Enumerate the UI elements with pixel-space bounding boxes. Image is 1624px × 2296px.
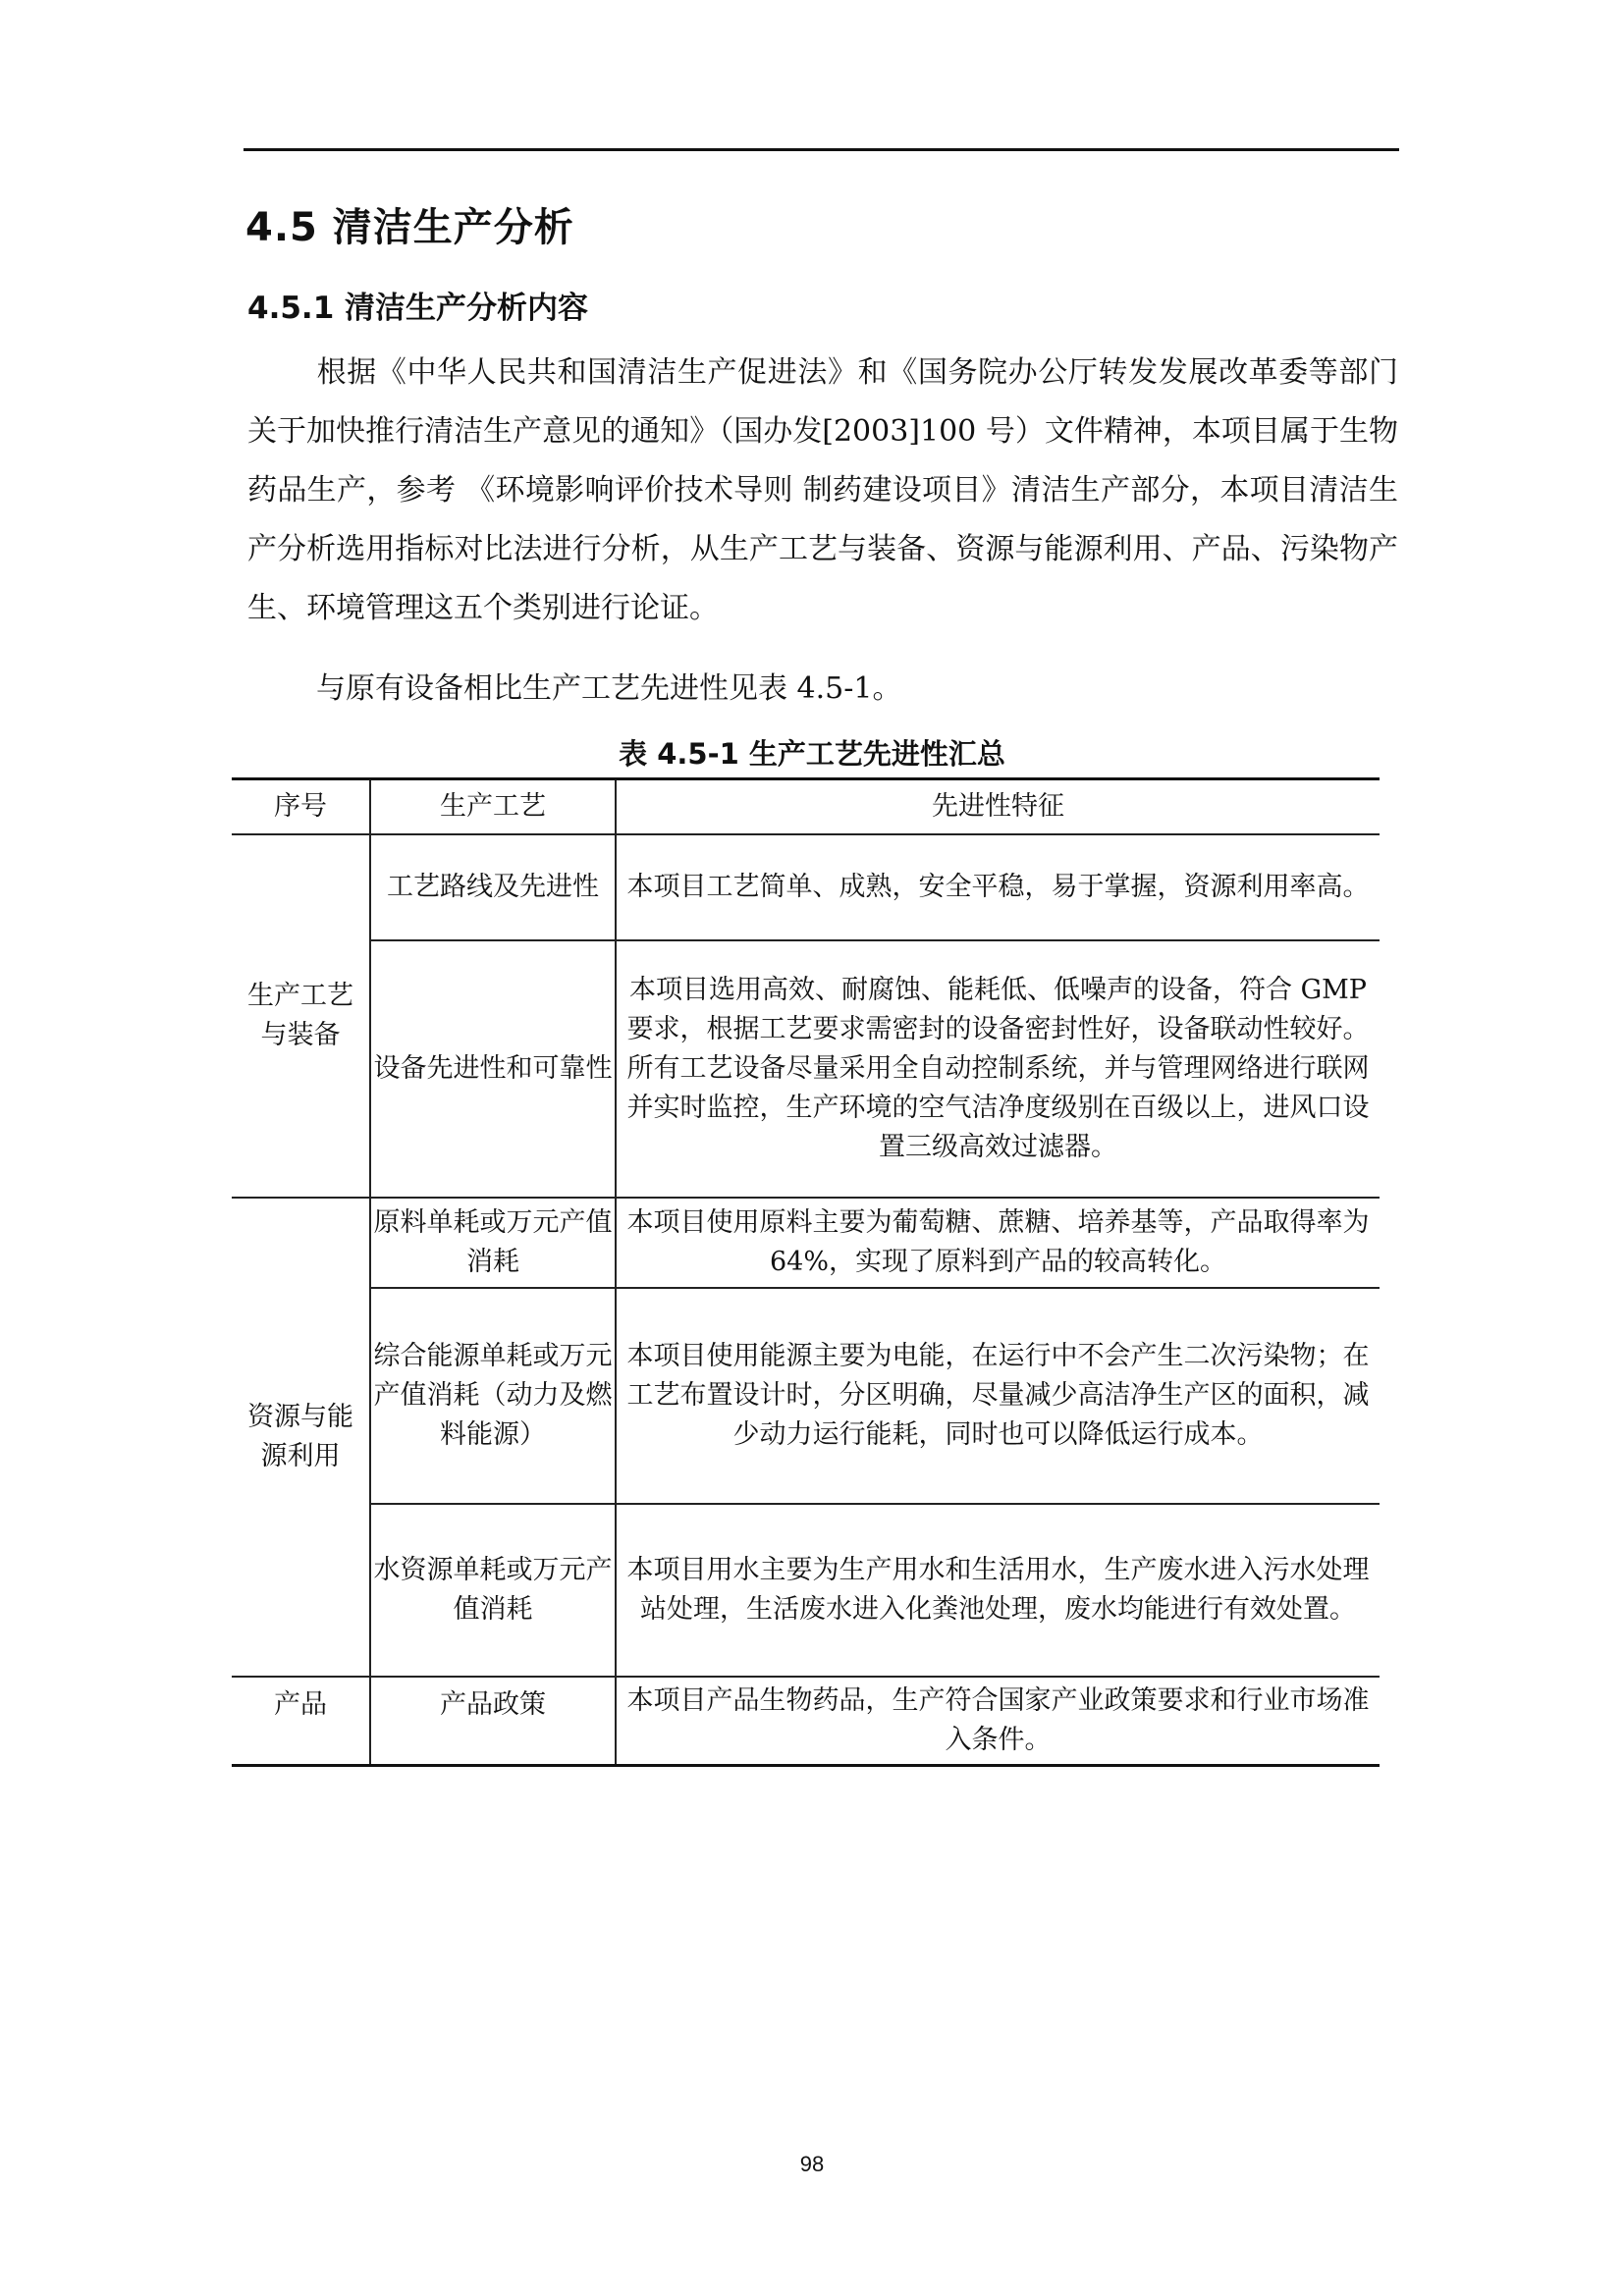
header-process: 生产工艺 (370, 779, 616, 835)
paragraph-1-text: 根据《中华人民共和国清洁生产促进法》和《国务院办公厅转发发展改革委等部门关于加快推行清洁生产意见的通知》（国办发[2003]100 号）文件精神，本项目属于生物药品生产，参考 《环境影响评价技术导则 制药建设项目》清洁生产部分，本项目清洁生产分析选用指标对比法进行分析，从生产工艺与装备、资源与能源利用、产品、污染物产生、环境管理这五个类别进行论证。 (247, 355, 1398, 625)
page-number: 98 (799, 2152, 825, 2176)
table-row (232, 1198, 1380, 1288)
feature-cell: 本项目使用原料主要为葡萄糖、蔗糖、培养基等，产品取得率为 64%，实现了原料到产品的较高转化。 (616, 1198, 1380, 1288)
feature-cell: 本项目使用能源主要为电能，在运行中不会产生二次污染物；在工艺布置设计时，分区明确，尽量减少高洁净生产区的面积，减少动力运行能耗，同时也可以降低运行成本。 (616, 1288, 1380, 1504)
table-row (232, 1288, 1380, 1504)
header-rule (244, 148, 1399, 151)
body-paragraph-2: 与原有设备相比生产工艺先进性见表 4.5-1。 (316, 671, 902, 706)
process-cell: 工艺路线及先进性 (370, 834, 616, 940)
table-header-row (232, 779, 1380, 835)
process-cell: 水资源单耗或万元产值消耗 (370, 1504, 616, 1677)
table-row (232, 940, 1380, 1198)
table-row (232, 1504, 1380, 1677)
process-cell: 设备先进性和可靠性 (370, 940, 616, 1198)
feature-cell: 本项目工艺简单、成熟，安全平稳，易于掌握，资源利用率高。 (616, 834, 1380, 940)
feature-cell: 本项目产品生物药品，生产符合国家产业政策要求和行业市场准入条件。 (616, 1677, 1380, 1766)
category-cell: 产品 (232, 1677, 370, 1766)
subsection-title: 4.5.1 清洁生产分析内容 (247, 291, 589, 326)
feature-cell: 本项目选用高效、耐腐蚀、能耗低、低噪声的设备，符合 GMP 要求，根据工艺要求需密封的设备密封性好，设备联动性较好。所有工艺设备尽量采用全自动控制系统，并与管理网络进行联网并实时监控，生产环境的空气洁净度级别在百级以上，进风口设置三级高效过滤器。 (616, 940, 1380, 1198)
category-cell: 生产工艺与装备 (232, 834, 370, 1198)
process-cell: 产品政策 (370, 1677, 616, 1766)
feature-cell: 本项目用水主要为生产用水和生活用水，生产废水进入污水处理站处理，生活废水进入化粪池处理，废水均能进行有效处置。 (616, 1504, 1380, 1677)
table-caption: 表 4.5-1 生产工艺先进性汇总 (619, 737, 1005, 771)
header-serial: 序号 (232, 779, 370, 835)
category-cell: 资源与能源利用 (232, 1198, 370, 1677)
process-advancement-table (232, 777, 1380, 1767)
table-row (232, 834, 1380, 940)
table-row (232, 1677, 1380, 1766)
body-paragraph-1 (247, 344, 1398, 638)
section-title: 4.5 清洁生产分析 (245, 205, 574, 250)
header-feature: 先进性特征 (616, 779, 1380, 835)
process-cell: 综合能源单耗或万元产值消耗（动力及燃料能源） (370, 1288, 616, 1504)
process-cell: 原料单耗或万元产值消耗 (370, 1198, 616, 1288)
